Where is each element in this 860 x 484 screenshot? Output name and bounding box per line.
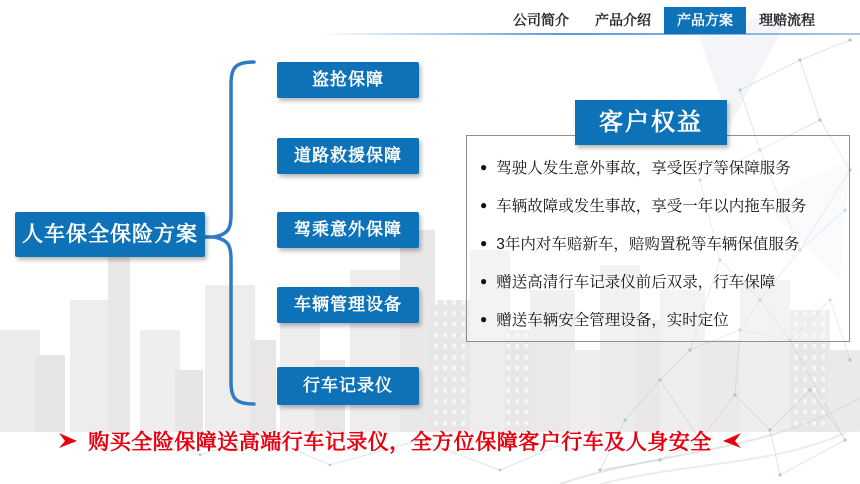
benefits-title: 客户权益 [575,100,727,145]
nav-tab-product-intro[interactable]: 产品介绍 [595,12,651,28]
nav-tab-product-plan[interactable]: 产品方案 [664,7,746,34]
branch-dash-cam: 行车记录仪 [277,367,419,405]
benefit-text: 车辆故障或发生事故，享受一年以内拖车服务 [496,198,807,215]
bullet-icon: ● [480,312,488,326]
arrowhead-right-icon [58,432,78,450]
root-node-plan: 人车保全保险方案 [15,212,205,257]
arrowhead-left-icon [722,432,742,450]
bullet-icon: ● [480,160,488,174]
bullet-icon: ● [480,236,488,250]
brace-connector [200,58,260,410]
branch-theft-protection: 盗抢保障 [277,62,419,98]
bullet-icon: ● [480,198,488,212]
benefit-text: 驾驶人发生意外事故，享受医疗等保障服务 [496,160,791,177]
list-item [480,148,840,186]
footer-highlight [0,424,800,458]
nav-tab-company-intro[interactable]: 公司简介 [513,12,569,28]
benefits-list [480,148,840,338]
list-item [480,224,840,262]
list-item [480,186,840,224]
footer-text: 购买全险保障送高端行车记录仪，全方位保障客户行车及人身安全 [88,431,712,454]
list-item [480,262,840,300]
benefit-text: 赠送高清行车记录仪前后双录，行车保障 [496,274,776,291]
benefit-text: 赠送车辆安全管理设备，实时定位 [496,312,729,329]
list-item [480,300,840,338]
bullet-icon: ● [480,274,488,288]
branch-accident-protection: 驾乘意外保障 [277,212,419,248]
branch-road-rescue: 道路救援保障 [277,138,419,174]
benefit-text: 3年内对车赔新车，赔购置税等车辆保值服务 [496,236,800,253]
nav-tab-claims-process[interactable]: 理赔流程 [759,12,815,28]
top-nav [500,7,828,34]
branch-vehicle-management: 车辆管理设备 [277,287,419,323]
